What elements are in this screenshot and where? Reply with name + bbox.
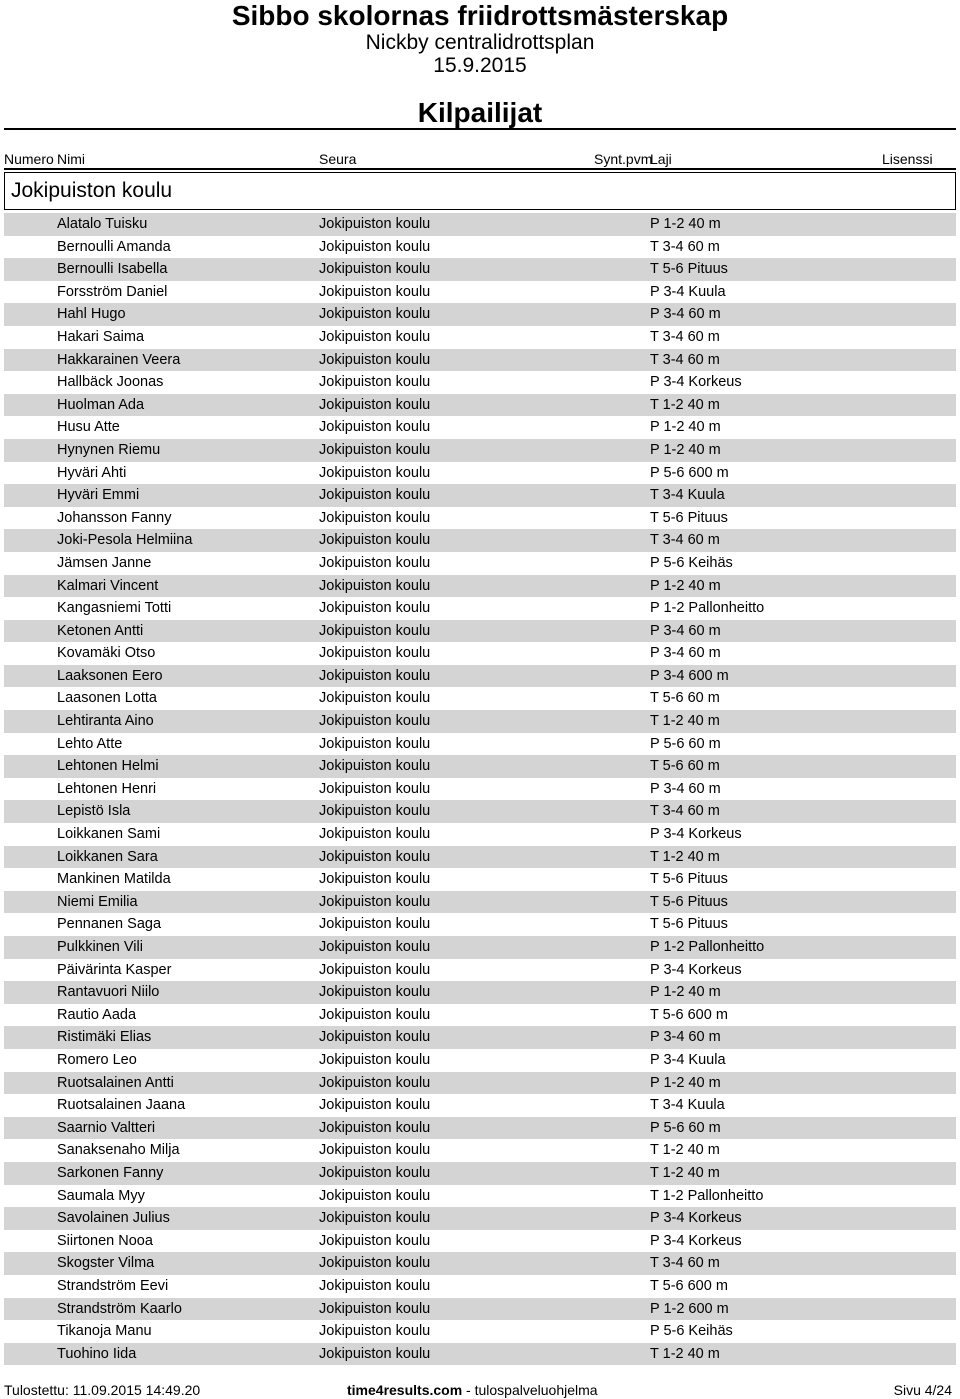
- participant-name: Huolman Ada: [57, 396, 145, 413]
- participant-club: Jokipuiston koulu: [319, 487, 431, 504]
- participant-event: T 5-6 Pituus: [650, 893, 728, 910]
- participant-name: Lehto Atte: [57, 735, 123, 752]
- table-row: [4, 755, 956, 778]
- participant-event: T 1-2 40 m: [650, 848, 720, 865]
- participant-club: Jokipuiston koulu: [319, 1187, 431, 1204]
- participant-club: Jokipuiston koulu: [319, 1323, 431, 1340]
- participant-event: P 1-2 600 m: [650, 1300, 729, 1317]
- table-row: [4, 981, 956, 1004]
- participant-event: T 1-2 40 m: [650, 396, 720, 413]
- table-row: [4, 484, 956, 507]
- table-row: [4, 1320, 956, 1343]
- table-row: [4, 1275, 956, 1298]
- participant-club: Jokipuiston koulu: [319, 735, 431, 752]
- table-row: [4, 665, 956, 688]
- participant-club: Jokipuiston koulu: [319, 238, 431, 255]
- table-row: [4, 529, 956, 552]
- participant-event: T 5-6 600 m: [650, 1277, 728, 1294]
- participant-name: Hahl Hugo: [57, 306, 126, 323]
- participant-club: Jokipuiston koulu: [319, 419, 431, 436]
- column-header-numero: Numero: [4, 151, 54, 167]
- participant-event: T 5-6 60 m: [650, 758, 720, 775]
- participant-name: Alatalo Tuisku: [57, 216, 148, 232]
- participant-event: P 3-4 60 m: [650, 1029, 721, 1046]
- participant-club: Jokipuiston koulu: [319, 1210, 431, 1227]
- participant-club: Jokipuiston koulu: [319, 532, 431, 549]
- table-row: [4, 1207, 956, 1230]
- participant-club: Jokipuiston koulu: [319, 441, 431, 458]
- participant-name: Hynynen Riemu: [57, 441, 161, 458]
- participant-club: Jokipuiston koulu: [319, 893, 431, 910]
- participant-club: Jokipuiston koulu: [319, 1051, 431, 1068]
- participant-club: Jokipuiston koulu: [319, 622, 431, 639]
- table-row: [4, 575, 956, 598]
- participant-event: P 3-4 Korkeus: [650, 1210, 742, 1227]
- participant-club: Jokipuiston koulu: [319, 1006, 431, 1023]
- table-row: [4, 823, 956, 846]
- participant-name: Hallbäck Joonas: [57, 374, 164, 391]
- table-row: [4, 1139, 956, 1162]
- participant-event: T 3-4 Kuula: [650, 487, 725, 504]
- participant-event: T 3-4 60 m: [650, 803, 720, 820]
- participant-event: P 5-6 60 m: [650, 1119, 721, 1136]
- table-row: [4, 1049, 956, 1072]
- participant-name: Sanaksenaho Milja: [57, 1142, 180, 1159]
- participant-club: Jokipuiston koulu: [319, 1345, 431, 1362]
- footer-brand: [347, 1381, 598, 1399]
- participant-event: P 1-2 40 m: [650, 1074, 721, 1091]
- participant-name: Rantavuori Niilo: [57, 984, 160, 1001]
- participant-name: Pulkkinen Vili: [57, 939, 143, 955]
- table-row: [4, 394, 956, 417]
- footer-page-number: Sivu 4/24: [893, 1382, 952, 1398]
- table-row: [4, 349, 956, 372]
- participant-club: Jokipuiston koulu: [319, 961, 431, 978]
- participant-club: Jokipuiston koulu: [319, 216, 431, 232]
- table-row: [4, 326, 956, 349]
- participant-event: T 3-4 60 m: [650, 238, 720, 255]
- table-row: [4, 959, 956, 982]
- column-header-seura: Seura: [319, 151, 357, 167]
- participant-event: P 1-2 40 m: [650, 419, 721, 436]
- title-rule: [4, 128, 956, 130]
- table-row: [4, 1004, 956, 1027]
- table-row: [4, 733, 956, 756]
- participant-event: P 3-4 60 m: [650, 306, 721, 323]
- participant-club: Jokipuiston koulu: [319, 1164, 431, 1181]
- table-row: [4, 439, 956, 462]
- participant-name: Lehtonen Helmi: [57, 758, 159, 775]
- table-row: [4, 597, 956, 620]
- participant-name: Hyväri Emmi: [57, 487, 140, 504]
- participant-club: Jokipuiston koulu: [319, 1074, 431, 1091]
- participant-name: Pennanen Saga: [57, 916, 162, 933]
- participant-event: T 1-2 40 m: [650, 1345, 720, 1362]
- column-header-laji: Laji: [650, 151, 672, 167]
- table-row: [4, 710, 956, 733]
- table-row: [4, 1343, 956, 1366]
- participant-name: Loikkanen Sara: [57, 848, 158, 865]
- table-row: [4, 1094, 956, 1117]
- participant-event: T 5-6 60 m: [650, 690, 720, 707]
- participant-name: Hyväri Ahti: [57, 464, 127, 481]
- participant-event: T 3-4 Kuula: [650, 1097, 725, 1114]
- participant-name: Loikkanen Sami: [57, 826, 161, 843]
- participant-club: Jokipuiston koulu: [319, 577, 431, 594]
- report-title: Kilpailijat: [417, 97, 543, 128]
- participant-club: Jokipuiston koulu: [319, 306, 431, 323]
- participant-club: Jokipuiston koulu: [319, 803, 431, 820]
- participant-name: Strandström Eevi: [57, 1277, 169, 1294]
- participant-event: P 3-4 Kuula: [650, 1051, 726, 1068]
- participant-name: Husu Atte: [57, 419, 120, 436]
- participant-event: P 3-4 600 m: [650, 667, 729, 684]
- table-row: [4, 507, 956, 530]
- participant-event: P 3-4 60 m: [650, 645, 721, 662]
- table-row: [4, 281, 956, 304]
- participant-name: Ketonen Antti: [57, 622, 144, 639]
- participant-event: P 3-4 Korkeus: [650, 374, 742, 391]
- participant-event: T 5-6 Pituus: [650, 916, 728, 933]
- participant-event: P 1-2 40 m: [650, 984, 721, 1001]
- participant-name: Bernoulli Amanda: [57, 238, 171, 255]
- table-row: [4, 1230, 956, 1253]
- table-row: [4, 1026, 956, 1049]
- participant-club: Jokipuiston koulu: [319, 690, 431, 707]
- table-row: [4, 552, 956, 575]
- participant-name: Ristimäki Elias: [57, 1029, 152, 1046]
- participant-event: T 3-4 60 m: [650, 1255, 720, 1272]
- participant-event: P 1-2 40 m: [650, 441, 721, 458]
- participant-name: Niemi Emilia: [57, 893, 138, 910]
- participant-club: Jokipuiston koulu: [319, 871, 431, 888]
- column-header-nimi: Nimi: [57, 151, 85, 167]
- participant-name: Mankinen Matilda: [57, 871, 171, 888]
- participant-name: Jämsen Janne: [57, 554, 152, 571]
- participant-name: Forsström Daniel: [57, 283, 168, 300]
- participant-club: Jokipuiston koulu: [319, 1119, 431, 1136]
- participant-event: T 1-2 40 m: [650, 1164, 720, 1181]
- participant-club: Jokipuiston koulu: [319, 464, 431, 481]
- participant-club: Jokipuiston koulu: [319, 758, 431, 775]
- participant-name: Lepistö Isla: [57, 803, 131, 820]
- table-row: [4, 213, 956, 236]
- participant-event: P 3-4 60 m: [650, 622, 721, 639]
- participant-name: Saumala Myy: [57, 1187, 145, 1204]
- table-row: [4, 1162, 956, 1185]
- participant-club: Jokipuiston koulu: [319, 1029, 431, 1046]
- participant-club: Jokipuiston koulu: [319, 1097, 431, 1114]
- participant-name: Johansson Fanny: [57, 509, 172, 526]
- participant-name: Ruotsalainen Antti: [57, 1074, 174, 1091]
- participant-event: P 1-2 40 m: [650, 216, 721, 232]
- participant-club: Jokipuiston koulu: [319, 283, 431, 300]
- participant-club: Jokipuiston koulu: [319, 328, 431, 345]
- column-header-lisenssi: Lisenssi: [882, 151, 933, 167]
- table-row: [4, 687, 956, 710]
- participant-name: Saarnio Valtteri: [57, 1119, 156, 1136]
- participant-event: P 5-6 Keihäs: [650, 554, 733, 571]
- table-row: [4, 620, 956, 643]
- participant-name: Laaksonen Eero: [57, 667, 163, 684]
- participant-name: Romero Leo: [57, 1051, 137, 1068]
- footer-brand-site: time4results.com: [347, 1382, 463, 1398]
- participant-list: [4, 213, 956, 1365]
- participant-name: Ruotsalainen Jaana: [57, 1097, 186, 1114]
- participant-event: T 3-4 60 m: [650, 532, 720, 549]
- table-row: [4, 236, 956, 259]
- participant-name: Savolainen Julius: [57, 1210, 170, 1227]
- participant-club: Jokipuiston koulu: [319, 645, 431, 662]
- participant-event: P 1-2 Pallonheitto: [650, 600, 765, 617]
- participant-event: T 3-4 60 m: [650, 351, 720, 368]
- participant-club: Jokipuiston koulu: [319, 1232, 431, 1249]
- participant-name: Siirtonen Nooa: [57, 1232, 153, 1249]
- participant-event: P 5-6 60 m: [650, 735, 721, 752]
- participant-name: Hakkarainen Veera: [57, 351, 181, 368]
- table-row: [4, 1185, 956, 1208]
- event-title: Sibbo skolornas friidrottsmästerskap: [231, 0, 729, 31]
- participant-club: Jokipuiston koulu: [319, 1277, 431, 1294]
- participant-name: Kalmari Vincent: [57, 577, 159, 594]
- participant-club: Jokipuiston koulu: [319, 261, 431, 278]
- participant-event: T 5-6 Pituus: [650, 261, 728, 278]
- participant-club: Jokipuiston koulu: [319, 374, 431, 391]
- table-row: [4, 778, 956, 801]
- participant-club: Jokipuiston koulu: [319, 554, 431, 571]
- participant-name: Lehtonen Henri: [57, 780, 157, 797]
- footer-printed-date: Tulostettu: 11.09.2015 14:49.20: [4, 1382, 201, 1398]
- participant-club: Jokipuiston koulu: [319, 984, 431, 1001]
- participant-name: Lehtiranta Aino: [57, 713, 154, 730]
- table-row: [4, 913, 956, 936]
- participant-club: Jokipuiston koulu: [319, 600, 431, 617]
- participant-club: Jokipuiston koulu: [319, 713, 431, 730]
- participant-name: Kovamäki Otso: [57, 645, 156, 662]
- table-row: [4, 936, 956, 959]
- participant-name: Tikanoja Manu: [57, 1323, 152, 1340]
- table-row: [4, 303, 956, 326]
- participant-event: T 5-6 600 m: [650, 1006, 728, 1023]
- table-row: [4, 1117, 956, 1140]
- participant-event: P 5-6 Keihäs: [650, 1323, 733, 1340]
- participant-club: Jokipuiston koulu: [319, 396, 431, 413]
- participant-name: Strandström Kaarlo: [57, 1300, 182, 1317]
- participant-name: Tuohino Iida: [57, 1345, 137, 1362]
- participant-event: P 3-4 Korkeus: [650, 961, 742, 978]
- participant-name: Laasonen Lotta: [57, 690, 157, 707]
- table-row: [4, 642, 956, 665]
- participant-event: T 5-6 Pituus: [650, 871, 728, 888]
- participant-club: Jokipuiston koulu: [319, 1300, 431, 1317]
- table-row: [4, 868, 956, 891]
- event-date: 15.9.2015: [433, 54, 527, 77]
- header-rule: [4, 168, 956, 170]
- participant-event: P 1-2 Pallonheitto: [650, 939, 765, 955]
- participant-name: Sarkonen Fanny: [57, 1164, 164, 1181]
- participant-name: Joki-Pesola Helmiina: [57, 532, 193, 549]
- table-row: [4, 1072, 956, 1095]
- participant-event: P 3-4 Korkeus: [650, 1232, 742, 1249]
- participant-club: Jokipuiston koulu: [319, 916, 431, 933]
- participant-club: Jokipuiston koulu: [319, 826, 431, 843]
- footer-brand-suffix: - tulospalveluohjelma: [462, 1382, 598, 1398]
- participant-club: Jokipuiston koulu: [319, 1142, 431, 1159]
- participant-club: Jokipuiston koulu: [319, 667, 431, 684]
- participant-event: P 3-4 60 m: [650, 780, 721, 797]
- participant-event: P 1-2 40 m: [650, 577, 721, 594]
- participant-name: Kangasniemi Totti: [57, 600, 172, 617]
- participant-name: Hakari Saima: [57, 328, 145, 345]
- participant-event: T 3-4 60 m: [650, 328, 720, 345]
- participant-club: Jokipuiston koulu: [319, 780, 431, 797]
- participant-event: T 1-2 40 m: [650, 713, 720, 730]
- table-row: [4, 891, 956, 914]
- table-row: [4, 1252, 956, 1275]
- participant-club: Jokipuiston koulu: [319, 509, 431, 526]
- table-row: [4, 800, 956, 823]
- table-row: [4, 846, 956, 869]
- participant-event: T 5-6 Pituus: [650, 509, 728, 526]
- table-row: [4, 462, 956, 485]
- participant-club: Jokipuiston koulu: [319, 1255, 431, 1272]
- club-heading: Jokipuiston koulu: [4, 172, 956, 210]
- participant-event: P 3-4 Korkeus: [650, 826, 742, 843]
- participant-event: T 1-2 Pallonheitto: [650, 1187, 764, 1204]
- participant-event: T 1-2 40 m: [650, 1142, 720, 1159]
- participant-club: Jokipuiston koulu: [319, 351, 431, 368]
- participant-club: Jokipuiston koulu: [319, 939, 431, 955]
- table-row: [4, 258, 956, 281]
- table-row: [4, 371, 956, 394]
- participant-name: Rautio Aada: [57, 1006, 137, 1023]
- participant-name: Skogster Vilma: [57, 1255, 155, 1272]
- table-row: [4, 416, 956, 439]
- participant-club: Jokipuiston koulu: [319, 848, 431, 865]
- participant-event: P 5-6 600 m: [650, 464, 729, 481]
- table-row: [4, 1298, 956, 1321]
- venue-name: Nickby centralidrottsplan: [365, 31, 595, 54]
- participant-event: P 3-4 Kuula: [650, 283, 726, 300]
- participant-name: Päivärinta Kasper: [57, 961, 172, 978]
- column-header-synt-pvm: Synt.pvm: [594, 151, 653, 167]
- participant-name: Bernoulli Isabella: [57, 261, 168, 278]
